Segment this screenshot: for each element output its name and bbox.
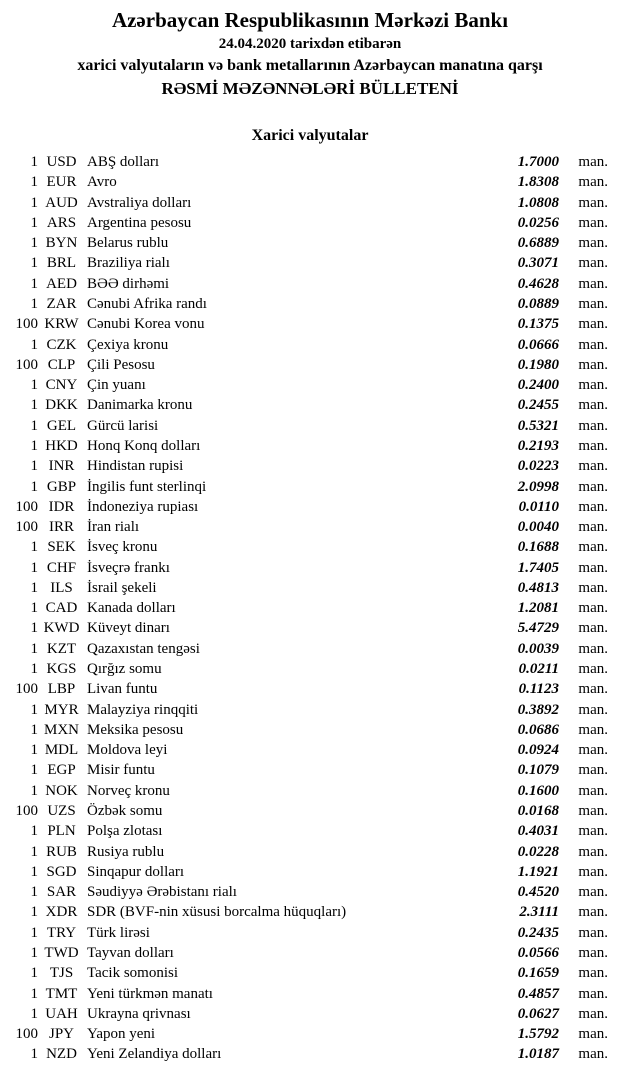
quantity-cell: 100 — [15, 356, 38, 373]
currency-name-cell: Tayvan dolları — [87, 944, 174, 961]
currency-code-cell: KRW — [44, 316, 79, 333]
rate-row — [0, 375, 620, 395]
quantity-cell: 1 — [30, 579, 38, 596]
rate-value-cell: 0.0924 — [517, 742, 559, 759]
currency-name-cell: Gürcü larisi — [87, 417, 159, 434]
currency-name-cell: Avro — [87, 174, 117, 191]
currency-name-cell: Çin yuanı — [87, 377, 146, 394]
rate-row — [0, 679, 620, 699]
rate-value-cell: 0.1688 — [517, 539, 559, 556]
currency-code-cell: MDL — [44, 742, 79, 759]
currency-code-cell: GEL — [46, 417, 77, 434]
quantity-cell: 100 — [15, 316, 38, 333]
unit-label-cell: man. — [578, 1005, 608, 1022]
currency-name-cell: ABŞ dolları — [87, 154, 160, 170]
quantity-cell: 1 — [30, 154, 38, 170]
currency-name-cell: İran rialı — [87, 519, 140, 536]
unit-label-cell: man. — [578, 1026, 608, 1043]
rate-value-cell: 0.0228 — [517, 843, 559, 860]
currency-name-cell: Braziliya rialı — [87, 255, 170, 272]
rate-value-cell: 1.5792 — [517, 1026, 559, 1043]
rate-value-cell: 0.2455 — [517, 397, 559, 414]
unit-label-cell: man. — [578, 478, 608, 495]
quantity-cell: 1 — [30, 843, 38, 860]
rate-value-cell: 0.1659 — [517, 965, 559, 982]
rate-value-cell: 0.5321 — [517, 417, 559, 434]
quantity-cell: 1 — [30, 437, 38, 454]
unit-label-cell: man. — [578, 174, 608, 191]
rate-value-cell: 0.1980 — [517, 356, 559, 373]
rate-value-cell: 0.6889 — [517, 235, 559, 252]
quantity-cell: 1 — [30, 397, 38, 414]
rate-value-cell: 2.3111 — [519, 904, 559, 921]
rate-row — [0, 639, 620, 659]
unit-label-cell: man. — [578, 275, 608, 292]
unit-label-cell: man. — [578, 661, 608, 678]
currency-code-cell: ILS — [50, 579, 73, 596]
currency-code-cell: BRL — [46, 255, 77, 272]
rate-value-cell: 1.2081 — [517, 600, 559, 617]
currency-name-cell: Çili Pesosu — [87, 356, 155, 373]
currency-code-cell: JPY — [48, 1026, 74, 1043]
unit-label-cell: man. — [578, 640, 608, 657]
quantity-cell: 1 — [30, 863, 38, 880]
currency-code-cell: NOK — [45, 782, 78, 799]
rate-row — [0, 882, 620, 902]
rate-value-cell: 1.8308 — [517, 174, 559, 191]
currency-code-cell: MYR — [44, 701, 79, 718]
unit-label-cell: man. — [578, 295, 608, 312]
quantity-cell: 1 — [30, 884, 38, 901]
currency-code-cell: USD — [46, 154, 77, 170]
unit-label-cell: man. — [578, 255, 608, 272]
rate-value-cell: 1.1921 — [517, 863, 559, 880]
unit-label-cell: man. — [578, 519, 608, 536]
quantity-cell: 1 — [30, 742, 38, 759]
quantity-cell: 100 — [15, 498, 38, 515]
currency-name-cell: Qırğız somu — [87, 661, 162, 678]
quantity-cell: 1 — [30, 559, 38, 576]
quantity-cell: 1 — [30, 1046, 38, 1063]
unit-label-cell: man. — [578, 539, 608, 556]
rate-value-cell: 0.3892 — [517, 701, 559, 718]
currency-name-cell: Səudiyyə Ərəbistanı rialı — [87, 884, 237, 901]
rate-value-cell: 0.4031 — [517, 823, 559, 840]
rate-value-cell: 0.4628 — [517, 275, 559, 292]
currency-code-cell: SAR — [46, 884, 77, 901]
quantity-cell: 1 — [30, 965, 38, 982]
bulletin-title: RƏSMİ MƏZƏNNƏLƏRİ BÜLLETENİ — [161, 79, 459, 98]
currency-name-cell: Özbək somu — [87, 803, 163, 819]
rate-value-cell: 0.2435 — [517, 924, 559, 941]
quantity-cell: 1 — [30, 458, 38, 475]
quantity-cell: 1 — [30, 640, 38, 657]
quantity-cell: 1 — [30, 255, 38, 272]
rate-row — [0, 416, 620, 436]
currency-name-cell: Malayziya rinqqiti — [87, 701, 199, 718]
unit-label-cell: man. — [578, 843, 608, 860]
unit-label-cell: man. — [578, 782, 608, 799]
rate-row — [0, 801, 620, 821]
unit-label-cell: man. — [578, 417, 608, 434]
currency-name-cell: Yeni Zelandiya dolları — [87, 1046, 222, 1063]
currency-name-cell: Yeni türkmən manatı — [87, 985, 213, 1002]
currency-code-cell: CZK — [46, 336, 77, 353]
rate-row — [0, 355, 620, 375]
unit-label-cell: man. — [578, 823, 608, 840]
currency-name-cell: İsrail şekeli — [87, 579, 157, 596]
currency-code-cell: SEK — [47, 539, 76, 556]
currency-name-cell: Kanada dolları — [87, 600, 176, 617]
quantity-cell: 1 — [30, 336, 38, 353]
unit-label-cell: man. — [578, 742, 608, 759]
currency-code-cell: AED — [46, 275, 77, 292]
currency-code-cell: SGD — [46, 863, 77, 880]
currency-code-cell: TWD — [44, 944, 79, 961]
rate-value-cell: 0.4520 — [517, 884, 559, 901]
rate-value-cell: 0.0889 — [517, 295, 559, 312]
quantity-cell: 100 — [15, 681, 38, 698]
currency-name-cell: Ukrayna qrivnası — [87, 1005, 191, 1022]
unit-label-cell: man. — [578, 235, 608, 252]
unit-label-cell: man. — [578, 863, 608, 880]
rate-row — [0, 152, 620, 172]
currency-name-cell: Argentina pesosu — [87, 214, 192, 231]
rate-row — [0, 923, 620, 943]
rate-row — [0, 294, 620, 314]
rate-row — [0, 456, 620, 476]
currency-code-cell: ZAR — [46, 295, 77, 312]
currency-code-cell: MXN — [43, 721, 79, 738]
rate-value-cell: 1.7405 — [517, 559, 559, 576]
section-title-foreign-currencies: Xarici valyutalar — [251, 127, 369, 144]
currency-name-cell: Cənubi Korea vonu — [87, 316, 205, 333]
unit-label-cell: man. — [578, 356, 608, 373]
currency-name-cell: Hindistan rupisi — [87, 458, 184, 475]
rate-row — [0, 477, 620, 497]
quantity-cell: 1 — [30, 539, 38, 556]
currency-code-cell: IRR — [48, 519, 74, 536]
quantity-cell: 100 — [15, 803, 38, 819]
unit-label-cell: man. — [578, 214, 608, 231]
rate-value-cell: 0.1600 — [517, 782, 559, 799]
rate-value-cell: 0.2193 — [517, 437, 559, 454]
currency-name-cell: Livan funtu — [87, 681, 158, 698]
rate-value-cell: 0.2400 — [517, 377, 559, 394]
quantity-cell: 1 — [30, 194, 38, 211]
rate-row — [0, 1044, 620, 1064]
currency-code-cell: CAD — [45, 600, 78, 617]
quantity-cell: 1 — [30, 782, 38, 799]
currency-name-cell: Honq Konq dolları — [87, 437, 201, 454]
currency-code-cell: DKK — [45, 397, 78, 414]
quantity-cell: 1 — [30, 275, 38, 292]
currency-code-cell: LBP — [47, 681, 76, 698]
currency-code-cell: PLN — [47, 823, 76, 840]
rate-row — [0, 902, 620, 922]
rate-value-cell: 0.0040 — [517, 519, 559, 536]
currency-code-cell: KWD — [43, 620, 80, 637]
rate-row — [0, 193, 620, 213]
currency-name-cell: Qazaxıstan tengəsi — [87, 640, 200, 657]
currency-code-cell: RUB — [46, 843, 77, 860]
currency-code-cell: ARS — [46, 214, 77, 231]
currency-code-cell: KZT — [46, 640, 77, 657]
currency-name-cell: Tacik somonisi — [87, 965, 179, 982]
rate-row — [0, 598, 620, 618]
rate-row — [0, 720, 620, 740]
currency-name-cell: İsveç kronu — [87, 539, 158, 556]
currency-name-cell: Sinqapur dolları — [87, 863, 185, 880]
rate-row — [0, 436, 620, 456]
rate-row — [0, 172, 620, 192]
quantity-cell: 1 — [30, 985, 38, 1002]
quantity-cell: 1 — [30, 600, 38, 617]
quantity-cell: 1 — [30, 214, 38, 231]
currency-code-cell: XDR — [45, 904, 78, 921]
rate-value-cell: 1.7000 — [517, 154, 559, 170]
currency-code-cell: UAH — [45, 1005, 78, 1022]
currency-code-cell: KGS — [46, 661, 77, 678]
rate-value-cell: 0.0566 — [517, 944, 559, 961]
rate-row — [0, 984, 620, 1004]
currency-name-cell: İngilis funt sterlinqi — [87, 478, 207, 495]
unit-label-cell: man. — [578, 762, 608, 779]
rate-value-cell: 0.0110 — [518, 498, 559, 515]
currency-name-cell: Polşa zlotası — [87, 823, 163, 840]
currency-code-cell: HKD — [45, 437, 78, 454]
rate-value-cell: 0.0039 — [517, 640, 559, 657]
rate-row — [0, 274, 620, 294]
bulletin-subtitle: xarici valyutaların və bank metallarının Azərbaycan manatına qarşı — [77, 57, 543, 74]
currency-code-cell: TJS — [49, 965, 74, 982]
unit-label-cell: man. — [578, 458, 608, 475]
rate-row — [0, 943, 620, 963]
quantity-cell: 1 — [30, 620, 38, 637]
unit-label-cell: man. — [578, 904, 608, 921]
bank-title: Azərbaycan Respublikasının Mərkəzi Bankı — [111, 8, 509, 32]
quantity-cell: 100 — [15, 519, 38, 536]
exchange-rates-table — [0, 152, 620, 1065]
currency-name-cell: İsveçrə frankı — [87, 559, 170, 576]
currency-name-cell: Cənubi Afrika randı — [87, 295, 207, 312]
rate-value-cell: 0.1079 — [517, 762, 559, 779]
rate-row — [0, 335, 620, 355]
quantity-cell: 1 — [30, 661, 38, 678]
unit-label-cell: man. — [578, 316, 608, 333]
rate-row — [0, 233, 620, 253]
rate-row — [0, 558, 620, 578]
rate-value-cell: 0.3071 — [517, 255, 559, 272]
currency-name-cell: Türk lirəsi — [87, 924, 150, 941]
currency-code-cell: EGP — [47, 762, 76, 779]
quantity-cell: 1 — [30, 1005, 38, 1022]
quantity-cell: 1 — [30, 417, 38, 434]
quantity-cell: 1 — [30, 944, 38, 961]
currency-name-cell: Norveç kronu — [87, 782, 170, 799]
unit-label-cell: man. — [578, 681, 608, 698]
currency-code-cell: TMT — [45, 985, 78, 1002]
quantity-cell: 1 — [30, 478, 38, 495]
bulletin-header — [0, 0, 620, 100]
currency-code-cell: NZD — [46, 1046, 77, 1063]
unit-label-cell: man. — [578, 803, 608, 819]
currency-name-cell: SDR (BVF-nin xüsusi borcalma hüquqları) — [87, 904, 347, 921]
rate-row — [0, 395, 620, 415]
rate-row — [0, 618, 620, 638]
currency-name-cell: Meksika pesosu — [87, 721, 184, 738]
quantity-cell: 1 — [30, 904, 38, 921]
currency-name-cell: Avstraliya dolları — [87, 194, 192, 211]
unit-label-cell: man. — [578, 498, 608, 515]
currency-name-cell: Misir funtu — [87, 762, 155, 779]
unit-label-cell: man. — [578, 600, 608, 617]
unit-label-cell: man. — [578, 559, 608, 576]
rate-row — [0, 497, 620, 517]
rate-value-cell: 0.0256 — [517, 214, 559, 231]
rate-value-cell: 0.0211 — [518, 661, 559, 678]
currency-code-cell: UZS — [47, 803, 76, 819]
quantity-cell: 1 — [30, 377, 38, 394]
rate-value-cell: 0.1375 — [517, 316, 559, 333]
rate-row — [0, 740, 620, 760]
currency-name-cell: Moldova leyi — [87, 742, 168, 759]
unit-label-cell: man. — [578, 154, 608, 170]
currency-code-cell: TRY — [46, 924, 77, 941]
rate-row — [0, 578, 620, 598]
rate-row — [0, 842, 620, 862]
rate-value-cell: 0.4857 — [517, 985, 559, 1002]
unit-label-cell: man. — [578, 884, 608, 901]
rate-row — [0, 659, 620, 679]
rate-row — [0, 781, 620, 801]
rate-row — [0, 862, 620, 882]
unit-label-cell: man. — [578, 579, 608, 596]
rate-row — [0, 213, 620, 233]
rate-value-cell: 0.0666 — [517, 336, 559, 353]
rate-value-cell: 0.0686 — [517, 721, 559, 738]
rate-value-cell: 1.0187 — [517, 1046, 559, 1063]
rate-row — [0, 821, 620, 841]
unit-label-cell: man. — [578, 620, 608, 637]
rate-row — [0, 760, 620, 780]
rate-row — [0, 700, 620, 720]
currency-code-cell: INR — [48, 458, 75, 475]
quantity-cell: 1 — [30, 823, 38, 840]
quantity-cell: 1 — [30, 701, 38, 718]
rate-value-cell: 2.0998 — [517, 478, 559, 495]
unit-label-cell: man. — [578, 965, 608, 982]
quantity-cell: 1 — [30, 924, 38, 941]
rate-row — [0, 253, 620, 273]
rate-value-cell: 1.0808 — [517, 194, 559, 211]
currency-name-cell: Rusiya rublu — [87, 843, 165, 860]
unit-label-cell: man. — [578, 397, 608, 414]
rate-row — [0, 1024, 620, 1044]
unit-label-cell: man. — [578, 437, 608, 454]
currency-code-cell: AUD — [45, 194, 78, 211]
currency-code-cell: IDR — [48, 498, 75, 515]
currency-name-cell: İndoneziya rupiası — [87, 498, 199, 515]
unit-label-cell: man. — [578, 924, 608, 941]
rate-row — [0, 1004, 620, 1024]
currency-name-cell: Danimarka kronu — [87, 397, 193, 414]
rate-row — [0, 537, 620, 557]
quantity-cell: 1 — [30, 235, 38, 252]
currency-code-cell: EUR — [46, 174, 77, 191]
currency-name-cell: BƏƏ dirhəmi — [87, 275, 170, 292]
unit-label-cell: man. — [578, 701, 608, 718]
unit-label-cell: man. — [578, 985, 608, 1002]
rate-value-cell: 0.0627 — [517, 1005, 559, 1022]
currency-name-cell: Yapon yeni — [87, 1026, 156, 1043]
currency-code-cell: CLP — [47, 356, 76, 373]
unit-label-cell: man. — [578, 1046, 608, 1063]
currency-code-cell: BYN — [45, 235, 78, 252]
currency-code-cell: GBP — [46, 478, 77, 495]
rate-value-cell: 0.0223 — [517, 458, 559, 475]
currency-name-cell: Çexiya kronu — [87, 336, 169, 353]
rate-row — [0, 314, 620, 334]
rate-row — [0, 517, 620, 537]
rate-value-cell: 0.1123 — [518, 681, 559, 698]
rate-row — [0, 963, 620, 983]
unit-label-cell: man. — [578, 194, 608, 211]
quantity-cell: 1 — [30, 762, 38, 779]
rate-value-cell: 0.4813 — [517, 579, 559, 596]
quantity-cell: 1 — [30, 295, 38, 312]
rate-value-cell: 0.0168 — [517, 803, 559, 819]
unit-label-cell: man. — [578, 336, 608, 353]
unit-label-cell: man. — [578, 944, 608, 961]
rate-value-cell: 5.4729 — [517, 620, 559, 637]
unit-label-cell: man. — [578, 721, 608, 738]
effective-date-line: 24.04.2020 tarixdən etibarən — [218, 36, 402, 52]
currency-code-cell: CHF — [46, 559, 77, 576]
quantity-cell: 1 — [30, 174, 38, 191]
quantity-cell: 1 — [30, 721, 38, 738]
quantity-cell: 100 — [15, 1026, 38, 1043]
currency-name-cell: Belarus rublu — [87, 235, 169, 252]
currency-code-cell: CNY — [45, 377, 78, 394]
unit-label-cell: man. — [578, 377, 608, 394]
currency-name-cell: Küveyt dinarı — [87, 620, 170, 637]
